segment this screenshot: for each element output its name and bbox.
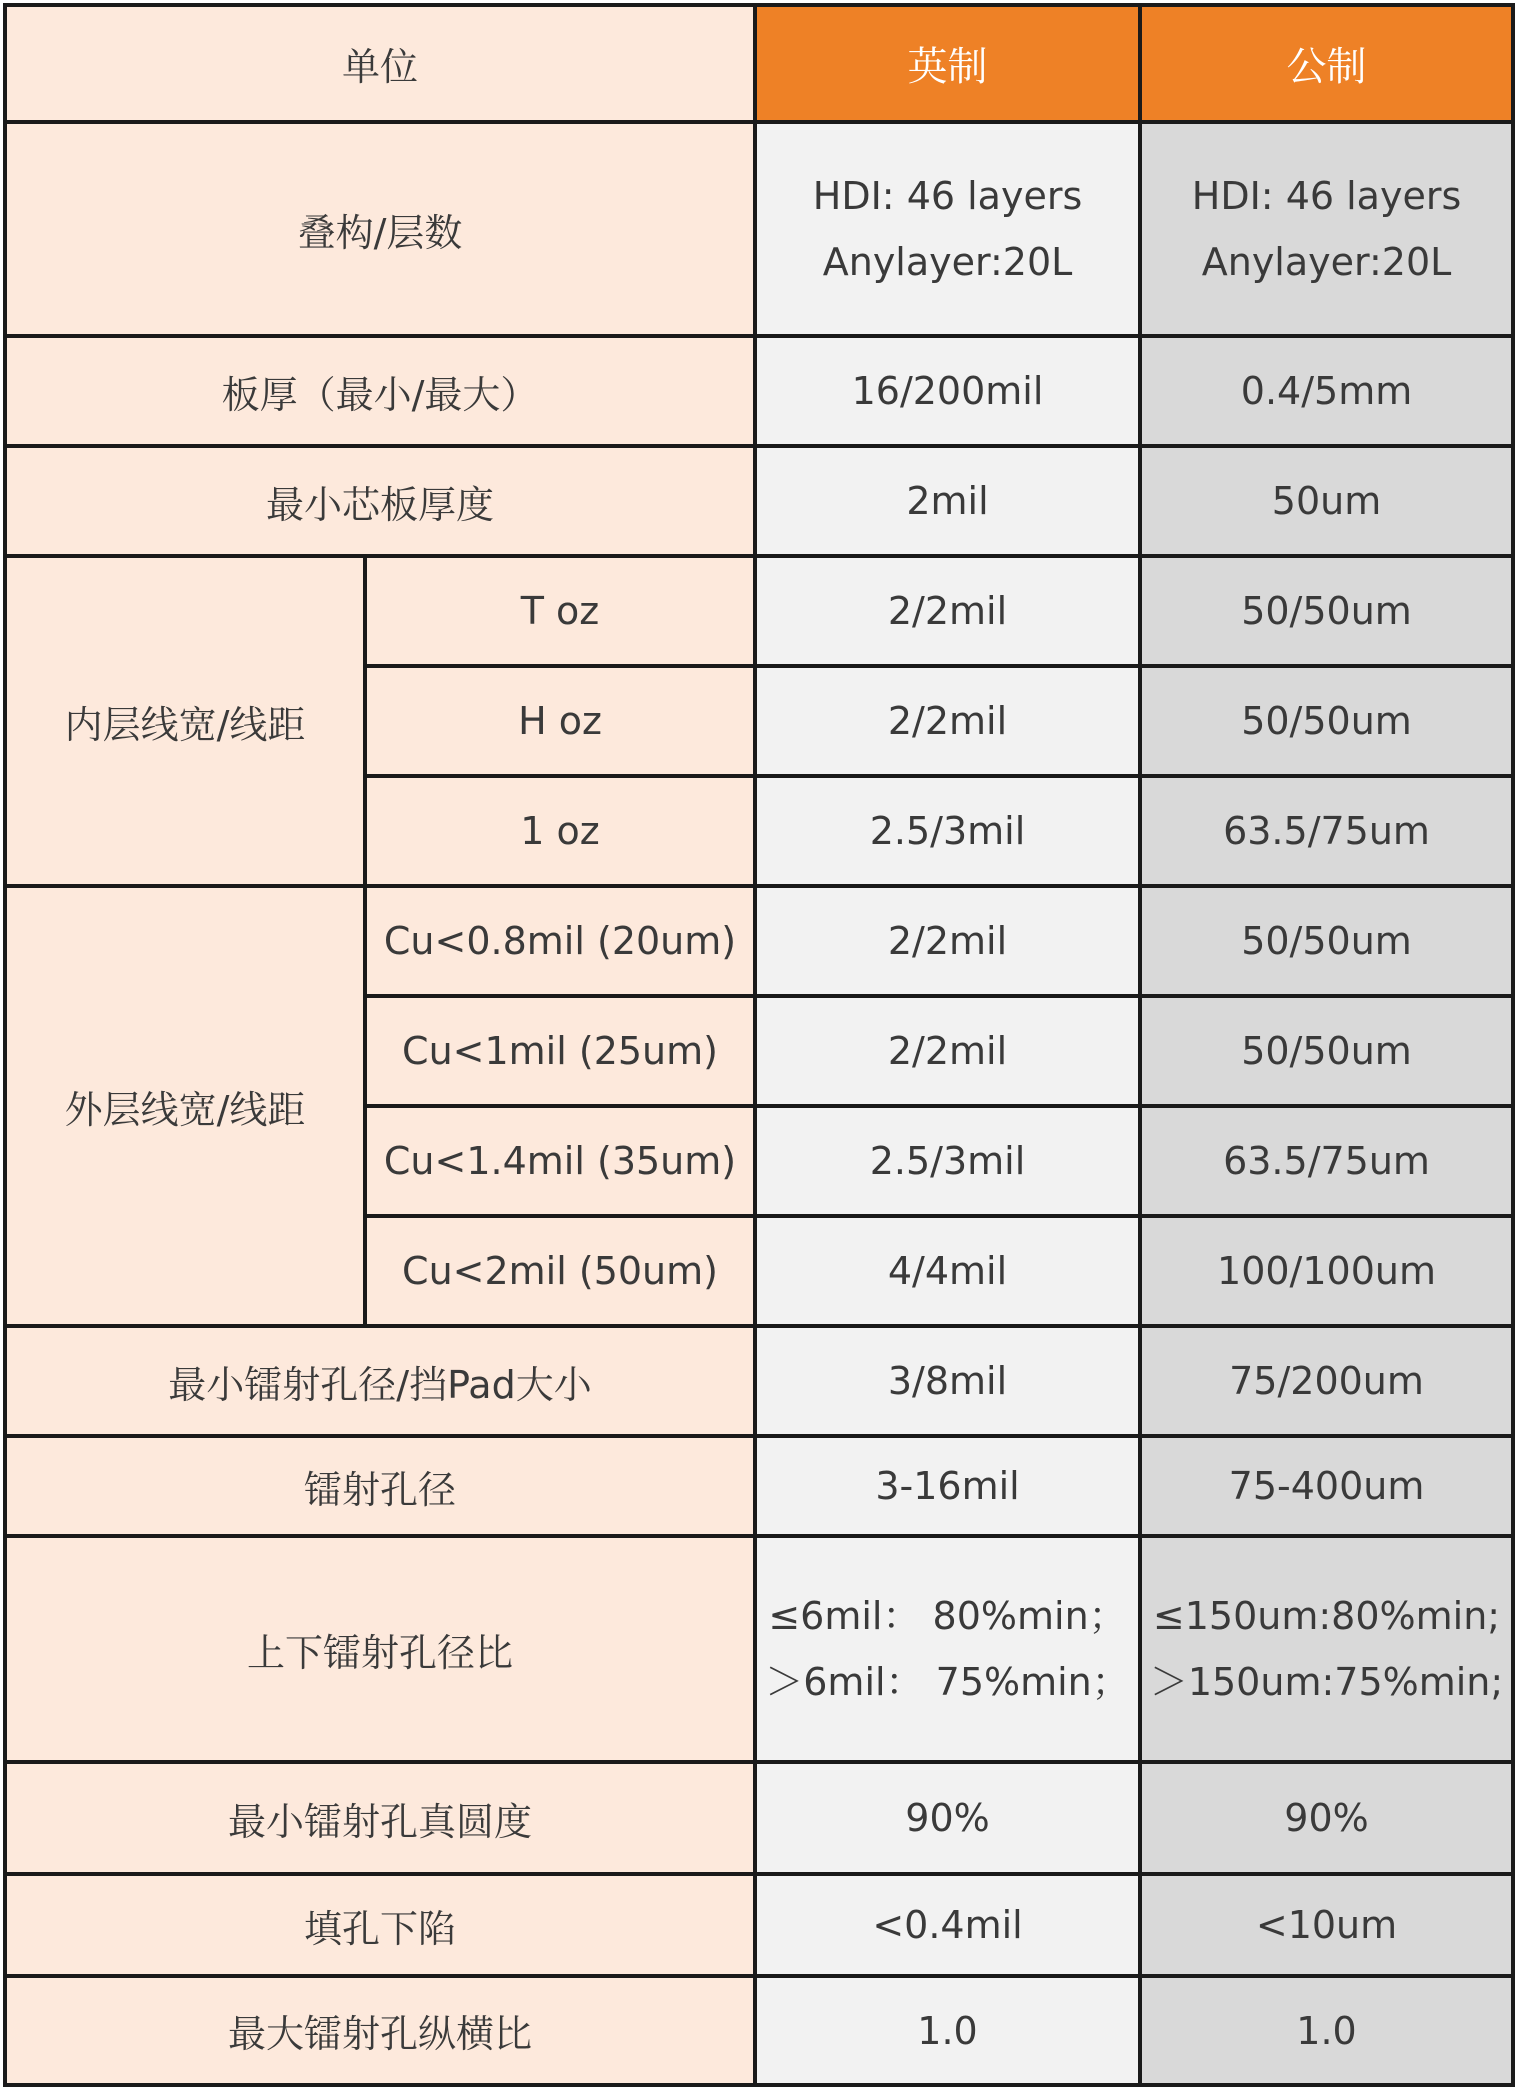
- cell-line: Anylayer:20L: [1201, 240, 1452, 284]
- sub-label: 1 oz: [365, 776, 755, 886]
- metric-cell: 50/50um: [1140, 996, 1513, 1106]
- table-row: [5, 1326, 1513, 1436]
- header-metric: 公制: [1140, 5, 1513, 122]
- cell-line: ＞150um:75%min;: [1149, 1660, 1504, 1704]
- metric-cell: 63.5/75um: [1140, 1106, 1513, 1216]
- metric-cell: 1.0: [1140, 1976, 1513, 2085]
- table-row: [5, 1874, 1513, 1976]
- metric-cell: 50um: [1140, 446, 1513, 556]
- imperial-cell: 2/2mil: [755, 886, 1140, 996]
- table-row: [5, 886, 1513, 996]
- metric-cell: <10um: [1140, 1874, 1513, 1976]
- metric-cell: [1140, 122, 1513, 336]
- metric-cell: 50/50um: [1140, 666, 1513, 776]
- header-imperial: 英制: [755, 5, 1140, 122]
- imperial-cell: 2/2mil: [755, 996, 1140, 1106]
- cell-line: ≤6mil： 80%min；: [768, 1594, 1127, 1638]
- cell-line: Anylayer:20L: [822, 240, 1073, 284]
- sub-label: Cu<2mil (50um): [365, 1216, 755, 1326]
- imperial-cell: 2mil: [755, 446, 1140, 556]
- imperial-cell: 2.5/3mil: [755, 1106, 1140, 1216]
- row-label: 最大镭射孔纵横比: [5, 1976, 755, 2085]
- table-row: [5, 446, 1513, 556]
- imperial-cell: 1.0: [755, 1976, 1140, 2085]
- group-label-outer: 外层线宽/线距: [5, 886, 365, 1326]
- cell-line: HDI: 46 layers: [812, 174, 1083, 218]
- spec-table: [3, 3, 1515, 2087]
- group-label-inner: 内层线宽/线距: [5, 556, 365, 886]
- imperial-cell: <0.4mil: [755, 1874, 1140, 1976]
- imperial-cell: 3/8mil: [755, 1326, 1140, 1436]
- imperial-cell: 16/200mil: [755, 336, 1140, 446]
- row-label: 最小芯板厚度: [5, 446, 755, 556]
- header-unit: 单位: [5, 5, 755, 122]
- table-row: [5, 1976, 1513, 2085]
- cell-line: ≤150um:80%min;: [1152, 1594, 1501, 1638]
- row-label: 镭射孔径: [5, 1436, 755, 1536]
- imperial-cell: [755, 1536, 1140, 1762]
- table-row: [5, 1436, 1513, 1536]
- table-row: [5, 1762, 1513, 1874]
- metric-cell: 90%: [1140, 1762, 1513, 1874]
- imperial-cell: 3-16mil: [755, 1436, 1140, 1536]
- imperial-cell: 2.5/3mil: [755, 776, 1140, 886]
- metric-cell: 0.4/5mm: [1140, 336, 1513, 446]
- table-row: [5, 336, 1513, 446]
- imperial-cell: [755, 122, 1140, 336]
- imperial-cell: 90%: [755, 1762, 1140, 1874]
- metric-cell: 100/100um: [1140, 1216, 1513, 1326]
- row-label: 上下镭射孔径比: [5, 1536, 755, 1762]
- metric-cell: 75/200um: [1140, 1326, 1513, 1436]
- cell-line: HDI: 46 layers: [1191, 174, 1462, 218]
- row-label: 叠构/层数: [5, 122, 755, 336]
- cell-line: ＞6mil： 75%min；: [765, 1660, 1130, 1704]
- imperial-cell: 4/4mil: [755, 1216, 1140, 1326]
- row-label: 最小镭射孔真圆度: [5, 1762, 755, 1874]
- row-label: 最小镭射孔径/挡Pad大小: [5, 1326, 755, 1436]
- header-row: [5, 5, 1513, 122]
- metric-cell: [1140, 1536, 1513, 1762]
- sub-label: T oz: [365, 556, 755, 666]
- sub-label: Cu<1.4mil (35um): [365, 1106, 755, 1216]
- row-label: 填孔下陷: [5, 1874, 755, 1976]
- table-row: [5, 1536, 1513, 1762]
- table-row: [5, 556, 1513, 666]
- imperial-cell: 2/2mil: [755, 666, 1140, 776]
- sub-label: Cu<1mil (25um): [365, 996, 755, 1106]
- metric-cell: 50/50um: [1140, 556, 1513, 666]
- sub-label: H oz: [365, 666, 755, 776]
- table-row: [5, 122, 1513, 336]
- imperial-cell: 2/2mil: [755, 556, 1140, 666]
- metric-cell: 50/50um: [1140, 886, 1513, 996]
- row-label: 板厚（最小/最大）: [5, 336, 755, 446]
- metric-cell: 63.5/75um: [1140, 776, 1513, 886]
- sub-label: Cu<0.8mil (20um): [365, 886, 755, 996]
- metric-cell: 75-400um: [1140, 1436, 1513, 1536]
